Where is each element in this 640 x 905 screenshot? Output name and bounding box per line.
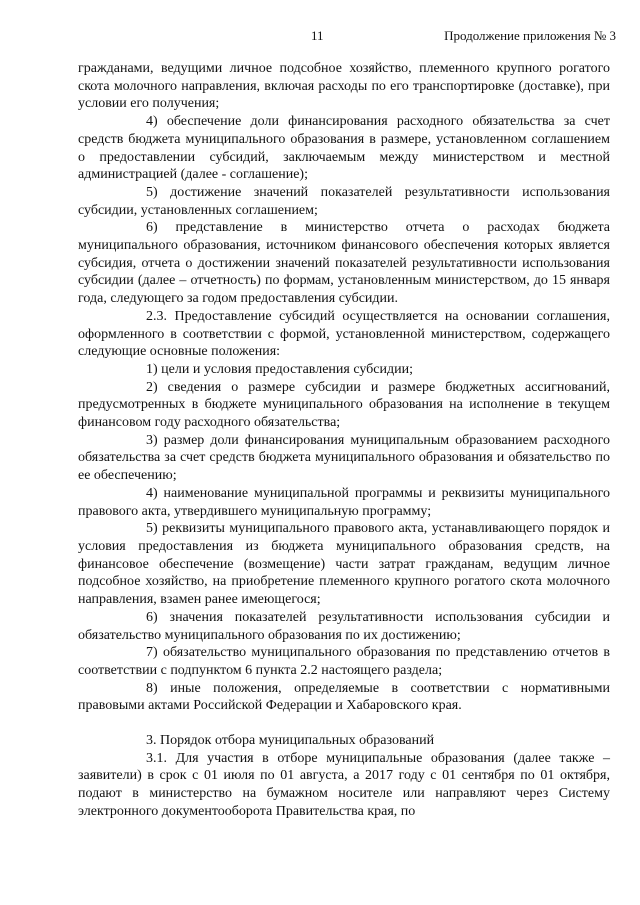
paragraph: 5) реквизиты муниципального правового акта, устанавливающего порядок и условия предоставления из бюджета муниципального образования средств, на финансовое обеспечение (возмещение) части затрат гражданам, ведущим личное подсобное хозяйство, на приобретение племенного крупного рогатого скота молочного направления, взамен ранее имеющегося;: [78, 521, 610, 608]
paragraph: 3.1. Для участия в отборе муниципальные образования (далее также – заявители) в срок с 01 июля по 01 августа, а 2017 году с 01 сентября по 01 октября, подают в министерство на бумажном носителе или направляют через Систему электронного документооборота Правительства края, по: [78, 750, 610, 819]
paragraph: 6) значения показателей результативности использования субсидии и обязательство муниципального образования по их достижению;: [78, 609, 610, 643]
spacer: [78, 715, 610, 732]
paragraph: 7) обязательство муниципального образования по представлению отчетов в соответствии с подпунктом 6 пункта 2.2 настоящего раздела;: [78, 645, 610, 678]
page-number: 11: [311, 28, 324, 43]
paragraph: 8) иные положения, определяемые в соответствии с нормативными правовыми актами Российской Федерации и Хабаровского края.: [78, 680, 610, 714]
document-body: [78, 60, 610, 821]
paragraph: 4) обеспечение доли финансирования расходного обязательства за счет средств бюджета муниципального образования в размере, установленном соглашением о предоставлении субсидий, заключаемым между министерством и местной администрацией (далее - соглашение);: [78, 114, 610, 183]
paragraph: гражданами, ведущими личное подсобное хозяйство, племенного крупного рогатого скота молочного направления, включая расходы по его транспортировке (доставке), при условии его получения;: [78, 61, 610, 112]
paragraph: 4) наименование муниципальной программы и реквизиты муниципального правового акта, утвердившего муниципальную программу;: [78, 485, 610, 519]
paragraph: 2) сведения о размере субсидии и размере бюджетных ассигнований, предусмотренных в бюджете муниципального образования на исполнение в текущем финансовом году расходного обязательства;: [78, 379, 610, 431]
appendix-header: Продолжение приложения № 3: [444, 28, 616, 43]
paragraph: 2.3. Предоставление субсидий осуществляется на основании соглашения, оформленного в соответствии с формой, установленной министерством, содержащего следующие основные положения:: [78, 308, 610, 360]
section-heading: 3. Порядок отбора муниципальных образований: [146, 733, 435, 749]
paragraph: 1) цели и условия предоставления субсидии;: [146, 361, 414, 377]
paragraph: 3) размер доли финансирования муниципальным образованием расходного обязательства за счет средств бюджета муниципального образования и обязательство по ее обеспечению;: [78, 432, 610, 484]
paragraph: 6) представление в министерство отчета о расходах бюджета муниципального образования, источником финансового обеспечения которых является субсидия, отчета о достижении значений показателей результативности использования субсидии (далее – отчетность) по формам, установленным министерством, до 15 января года, следующего за годом предоставления субсидии.: [78, 220, 610, 307]
paragraph: 5) достижение значений показателей результативности использования субсидии, установленных соглашением;: [78, 184, 610, 218]
